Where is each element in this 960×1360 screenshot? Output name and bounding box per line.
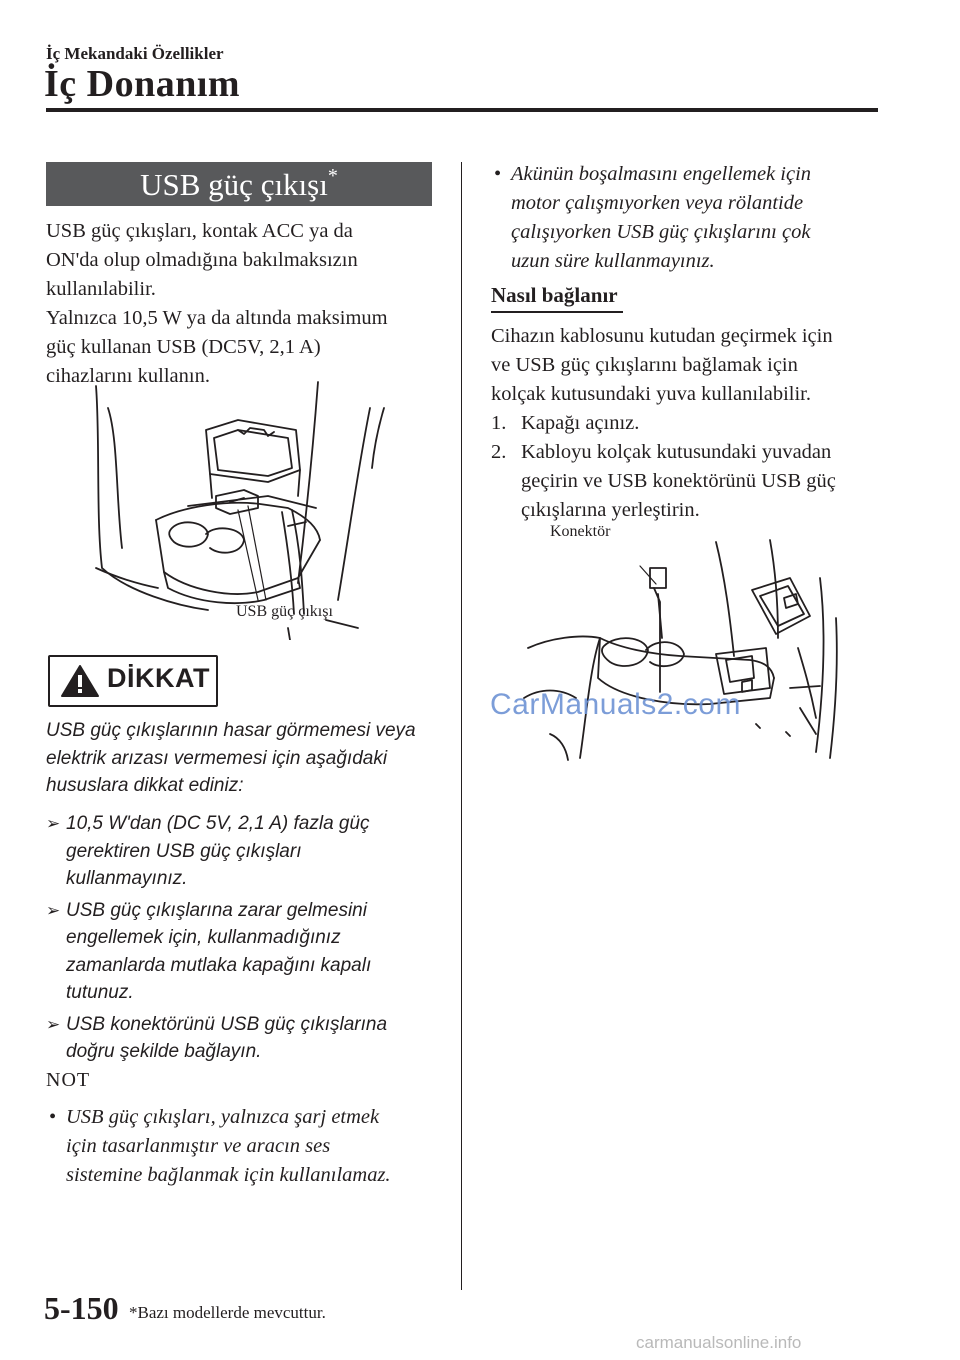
step-item — [491, 438, 891, 525]
text-line: kolçak kutusundaki yuva kullanılabilir. — [491, 383, 811, 405]
caution-list — [46, 810, 446, 1070]
text-line: gerektiren USB güç çıkışları — [66, 840, 302, 862]
text-line: Akünün boşalmasını engellemek için — [511, 163, 812, 185]
text-line: USB güç çıkışları, kontak ACC ya da — [46, 220, 353, 242]
text-line: engellemek için, kullanmadığınız — [66, 927, 341, 948]
text-line: USB güç çıkışlarının hasar görmemesi veya — [46, 720, 416, 741]
bullet-icon: • — [494, 163, 502, 185]
text-line: elektrik arızası vermemesi için aşağıdaki — [46, 747, 388, 769]
steps-list — [491, 409, 891, 525]
text-line: 10,5 W'dan (DC 5V, 2,1 A) fazla güç — [66, 813, 370, 834]
chapter-rule — [46, 108, 878, 112]
text-line: geçirin ve USB konektörünü USB güç — [521, 470, 836, 492]
availability-marker: * — [327, 165, 338, 187]
list-item — [491, 160, 881, 276]
figure-label: Konektör — [550, 523, 611, 540]
section-title-bar — [46, 162, 432, 206]
step-item — [491, 409, 891, 438]
list-item — [46, 810, 446, 893]
footnote: *Bazı modellerde mevcuttur. — [129, 1303, 326, 1322]
section-title: USB güç çıkışı — [140, 167, 328, 202]
bullet-icon: • — [49, 1106, 57, 1128]
subheading: Nasıl bağlanır — [491, 283, 618, 307]
note-item — [491, 160, 881, 276]
chapter-title: İç Donanım — [44, 63, 241, 105]
text-line: sistemine bağlanmak için kullanılamaz. — [66, 1164, 391, 1186]
text-line: için tasarlanmıştır ve aracın ses — [66, 1135, 331, 1157]
caution-label: DİKKAT — [107, 663, 210, 693]
text-line: USB konektörünü USB güç çıkışlarına — [66, 1013, 388, 1035]
text-line: motor çalışmıyorken veya rölantide — [511, 192, 804, 214]
arrow-bullet-icon: ➢ — [46, 814, 61, 833]
watermark: CarManuals2.com — [490, 688, 741, 721]
arrow-bullet-icon: ➢ — [46, 1014, 61, 1034]
text-line: Yalnızca 10,5 W ya da altında maksimum — [46, 307, 388, 329]
text-line: zamanlarda mutlaka kapağını kapalı — [66, 954, 372, 976]
list-item — [46, 1011, 446, 1066]
step-number: 1. — [491, 412, 507, 434]
text-line: doğru şekilde bağlayın. — [66, 1041, 262, 1062]
step-number: 2. — [491, 441, 507, 463]
list-item — [46, 897, 446, 1007]
text-line: cihazlarını kullanın. — [46, 365, 210, 387]
text-line: çalışıyorken USB güç çıkışlarını çok — [511, 221, 811, 243]
text-line: hususlara dikkat ediniz: — [46, 775, 244, 796]
list-item — [46, 1103, 446, 1190]
note-item — [46, 1103, 446, 1190]
text-line: uzun süre kullanmayınız. — [511, 250, 715, 272]
text-line: Cihazın kablosunu kutudan geçirmek için — [491, 325, 833, 347]
text-line: Kapağı açınız. — [521, 412, 640, 434]
subheading-rule — [491, 311, 623, 313]
note-heading: NOT — [46, 1069, 91, 1091]
text-line: Kabloyu kolçak kutusundaki yuvadan — [521, 441, 832, 463]
text-line: ON'da olup olmadığına bakılmaksızın — [46, 249, 358, 271]
connector-routing-illustration — [520, 538, 850, 778]
column-divider — [461, 162, 462, 1290]
text-line: kullanılabilir. — [46, 278, 156, 300]
caution-intro — [46, 717, 446, 800]
source-link[interactable]: carmanualsonline.info — [636, 1333, 802, 1352]
text-line: USB güç çıkışlarına zarar gelmesini — [66, 899, 367, 921]
section-header: İç Mekandaki Özellikler — [46, 44, 224, 63]
text-line: tutunuz. — [66, 982, 134, 1003]
text-line: çıkışlarına yerleştirin. — [521, 499, 700, 521]
text-line: kullanmayınız. — [66, 868, 188, 889]
arrow-bullet-icon: ➢ — [46, 900, 61, 920]
warning-triangle-icon — [60, 664, 100, 698]
armrest-usb-illustration — [88, 378, 398, 640]
page-number: 5-150 — [44, 1290, 119, 1326]
text-line: güç kullanan USB (DC5V, 2,1 A) — [46, 336, 321, 358]
connection-instructions — [491, 322, 891, 525]
text-line: USB güç çıkışları, yalnızca şarj etmek — [66, 1106, 380, 1128]
figure-label: USB güç çıkışı — [236, 603, 333, 620]
text-line: ve USB güç çıkışlarını bağlamak için — [491, 354, 798, 376]
intro-paragraph — [46, 217, 446, 391]
caution-box — [48, 655, 218, 707]
